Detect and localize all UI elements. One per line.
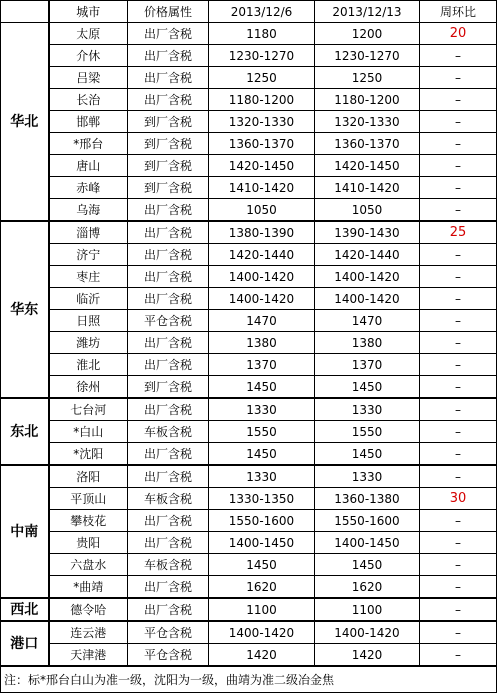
table-row (1, 510, 497, 532)
price-date-2-cell: 1360-1380 (315, 488, 420, 510)
price-date-2-cell: 1050 (315, 199, 420, 222)
price-date-2-cell: 1550 (315, 421, 420, 443)
price-date-2-cell: 1180-1200 (315, 89, 420, 111)
price-attribute-cell: 到厂含税 (128, 133, 209, 155)
header-price-attribute: 价格属性 (128, 1, 209, 23)
weekly-change-cell: – (420, 310, 497, 332)
table-note: 注：标*邢台白山为准一级，沈阳为一级，曲靖为准二级冶金焦 (1, 666, 497, 693)
weekly-change-cell: – (420, 111, 497, 133)
price-date-1-cell: 1400-1420 (209, 266, 315, 288)
table-row (1, 398, 497, 421)
table-row (1, 310, 497, 332)
header-weekly-change: 周环比 (420, 1, 497, 23)
price-date-1-cell: 1330 (209, 465, 315, 488)
table-row (1, 576, 497, 599)
price-attribute-cell: 车板含税 (128, 554, 209, 576)
price-attribute-cell: 出厂含税 (128, 465, 209, 488)
price-attribute-cell: 出厂含税 (128, 288, 209, 310)
price-date-2-cell: 1450 (315, 376, 420, 399)
city-cell: *沈阳 (49, 443, 128, 466)
price-attribute-cell: 出厂含税 (128, 398, 209, 421)
table-row (1, 244, 497, 266)
price-date-2-cell: 1420-1450 (315, 155, 420, 177)
price-attribute-cell: 出厂含税 (128, 23, 209, 45)
weekly-change-cell: – (420, 199, 497, 222)
weekly-change-cell: – (420, 532, 497, 554)
price-date-2-cell: 1230-1270 (315, 45, 420, 67)
price-date-2-cell: 1400-1450 (315, 532, 420, 554)
price-date-2-cell: 1550-1600 (315, 510, 420, 532)
price-date-1-cell: 1050 (209, 199, 315, 222)
price-date-1-cell: 1550-1600 (209, 510, 315, 532)
table-row (1, 554, 497, 576)
city-cell: 济宁 (49, 244, 128, 266)
city-cell: 六盘水 (49, 554, 128, 576)
price-attribute-cell: 出厂含税 (128, 45, 209, 67)
price-date-1-cell: 1180-1200 (209, 89, 315, 111)
price-date-1-cell: 1450 (209, 554, 315, 576)
city-cell: *邢台 (49, 133, 128, 155)
price-date-2-cell: 1320-1330 (315, 111, 420, 133)
price-date-2-cell: 1420 (315, 644, 420, 667)
price-date-2-cell: 1420-1440 (315, 244, 420, 266)
price-attribute-cell: 到厂含税 (128, 111, 209, 133)
price-attribute-cell: 出厂含税 (128, 354, 209, 376)
weekly-change-cell: – (420, 465, 497, 488)
price-attribute-cell: 出厂含税 (128, 199, 209, 222)
city-cell: 天津港 (49, 644, 128, 667)
price-date-1-cell: 1360-1370 (209, 133, 315, 155)
table-row (1, 89, 497, 111)
table-row (1, 199, 497, 222)
city-cell: 连云港 (49, 621, 128, 644)
price-attribute-cell: 平仓含税 (128, 310, 209, 332)
table-row (1, 621, 497, 644)
price-date-1-cell: 1100 (209, 598, 315, 621)
price-date-2-cell: 1620 (315, 576, 420, 599)
weekly-change-cell: – (420, 443, 497, 466)
price-date-2-cell: 1410-1420 (315, 177, 420, 199)
weekly-change-cell: 20 (420, 23, 497, 45)
city-cell: 德令哈 (49, 598, 128, 621)
price-date-1-cell: 1320-1330 (209, 111, 315, 133)
table-row (1, 221, 497, 244)
city-cell: 平顶山 (49, 488, 128, 510)
table-row (1, 644, 497, 667)
price-attribute-cell: 出厂含税 (128, 221, 209, 244)
table-row (1, 332, 497, 354)
weekly-change-cell: – (420, 244, 497, 266)
city-cell: 太原 (49, 23, 128, 45)
region-label: 西北 (1, 598, 49, 621)
table-row (1, 465, 497, 488)
price-date-1-cell: 1250 (209, 67, 315, 89)
city-cell: 乌海 (49, 199, 128, 222)
price-date-2-cell: 1400-1420 (315, 266, 420, 288)
price-attribute-cell: 出厂含税 (128, 67, 209, 89)
price-attribute-cell: 出厂含税 (128, 89, 209, 111)
weekly-change-cell: – (420, 266, 497, 288)
price-date-2-cell: 1100 (315, 598, 420, 621)
weekly-change-cell: – (420, 510, 497, 532)
price-attribute-cell: 出厂含税 (128, 510, 209, 532)
table-row (1, 23, 497, 45)
price-attribute-cell: 平仓含税 (128, 621, 209, 644)
region-label: 华东 (1, 221, 49, 398)
weekly-change-cell: – (420, 133, 497, 155)
city-cell: 介休 (49, 45, 128, 67)
city-cell: 长治 (49, 89, 128, 111)
weekly-change-cell: – (420, 621, 497, 644)
header-date-1: 2013/12/6 (209, 1, 315, 23)
city-cell: *白山 (49, 421, 128, 443)
price-date-1-cell: 1400-1420 (209, 288, 315, 310)
weekly-change-cell: – (420, 45, 497, 67)
city-cell: 淮北 (49, 354, 128, 376)
price-date-1-cell: 1450 (209, 443, 315, 466)
price-attribute-cell: 出厂含税 (128, 266, 209, 288)
price-attribute-cell: 到厂含税 (128, 376, 209, 399)
price-attribute-cell: 出厂含税 (128, 598, 209, 621)
city-cell: 淄博 (49, 221, 128, 244)
table-row (1, 376, 497, 399)
price-date-1-cell: 1380 (209, 332, 315, 354)
price-attribute-cell: 出厂含税 (128, 332, 209, 354)
weekly-change-cell: – (420, 554, 497, 576)
price-attribute-cell: 出厂含税 (128, 576, 209, 599)
price-date-1-cell: 1330-1350 (209, 488, 315, 510)
price-date-1-cell: 1330 (209, 398, 315, 421)
price-date-2-cell: 1330 (315, 465, 420, 488)
city-cell: 邯郸 (49, 111, 128, 133)
table-row (1, 67, 497, 89)
table-body (1, 23, 497, 667)
table-row (1, 133, 497, 155)
price-attribute-cell: 到厂含税 (128, 177, 209, 199)
price-date-1-cell: 1420 (209, 644, 315, 667)
table-row (1, 443, 497, 466)
city-cell: 临沂 (49, 288, 128, 310)
weekly-change-cell: – (420, 421, 497, 443)
weekly-change-cell: 30 (420, 488, 497, 510)
weekly-change-cell: – (420, 332, 497, 354)
price-attribute-cell: 到厂含税 (128, 155, 209, 177)
city-cell: 攀枝花 (49, 510, 128, 532)
header-region (1, 1, 49, 23)
price-date-1-cell: 1400-1420 (209, 621, 315, 644)
table-row (1, 266, 497, 288)
header-city: 城市 (49, 1, 128, 23)
note-row (1, 666, 497, 693)
table-row (1, 288, 497, 310)
table-row (1, 155, 497, 177)
weekly-change-cell: – (420, 288, 497, 310)
city-cell: 七台河 (49, 398, 128, 421)
table-row (1, 354, 497, 376)
price-date-2-cell: 1390-1430 (315, 221, 420, 244)
city-cell: 唐山 (49, 155, 128, 177)
city-cell: 潍坊 (49, 332, 128, 354)
region-label: 中南 (1, 465, 49, 598)
price-date-2-cell: 1400-1420 (315, 621, 420, 644)
price-date-1-cell: 1230-1270 (209, 45, 315, 67)
city-cell: 徐州 (49, 376, 128, 399)
price-attribute-cell: 车板含税 (128, 488, 209, 510)
weekly-change-cell: 25 (420, 221, 497, 244)
table-header-row (1, 1, 497, 23)
price-attribute-cell: 车板含税 (128, 421, 209, 443)
city-cell: 日照 (49, 310, 128, 332)
price-date-2-cell: 1450 (315, 443, 420, 466)
table-row (1, 532, 497, 554)
weekly-change-cell: – (420, 177, 497, 199)
weekly-change-cell: – (420, 598, 497, 621)
price-date-2-cell: 1200 (315, 23, 420, 45)
price-date-1-cell: 1410-1420 (209, 177, 315, 199)
price-date-1-cell: 1620 (209, 576, 315, 599)
table-row (1, 45, 497, 67)
table-row (1, 421, 497, 443)
table-row (1, 488, 497, 510)
region-label: 港口 (1, 621, 49, 666)
weekly-change-cell: – (420, 398, 497, 421)
price-date-2-cell: 1400-1420 (315, 288, 420, 310)
price-date-2-cell: 1470 (315, 310, 420, 332)
price-date-1-cell: 1470 (209, 310, 315, 332)
price-attribute-cell: 出厂含税 (128, 244, 209, 266)
city-cell: 吕梁 (49, 67, 128, 89)
price-date-1-cell: 1370 (209, 354, 315, 376)
price-attribute-cell: 平仓含税 (128, 644, 209, 667)
city-cell: 赤峰 (49, 177, 128, 199)
city-cell: 贵阳 (49, 532, 128, 554)
price-date-1-cell: 1400-1450 (209, 532, 315, 554)
price-date-1-cell: 1380-1390 (209, 221, 315, 244)
weekly-change-cell: – (420, 376, 497, 399)
price-date-1-cell: 1420-1450 (209, 155, 315, 177)
weekly-change-cell: – (420, 155, 497, 177)
price-date-1-cell: 1420-1440 (209, 244, 315, 266)
price-date-1-cell: 1180 (209, 23, 315, 45)
city-cell: 洛阳 (49, 465, 128, 488)
region-label: 华北 (1, 23, 49, 222)
price-attribute-cell: 出厂含税 (128, 443, 209, 466)
weekly-change-cell: – (420, 576, 497, 599)
price-date-2-cell: 1330 (315, 398, 420, 421)
table-row (1, 177, 497, 199)
price-date-2-cell: 1380 (315, 332, 420, 354)
price-date-2-cell: 1450 (315, 554, 420, 576)
weekly-change-cell: – (420, 89, 497, 111)
city-cell: 枣庄 (49, 266, 128, 288)
weekly-change-cell: – (420, 67, 497, 89)
table-row (1, 111, 497, 133)
table-row (1, 598, 497, 621)
price-attribute-cell: 出厂含税 (128, 532, 209, 554)
weekly-change-cell: – (420, 354, 497, 376)
price-date-2-cell: 1370 (315, 354, 420, 376)
region-label: 东北 (1, 398, 49, 465)
price-date-1-cell: 1550 (209, 421, 315, 443)
price-date-2-cell: 1250 (315, 67, 420, 89)
header-date-2: 2013/12/13 (315, 1, 420, 23)
city-cell: *曲靖 (49, 576, 128, 599)
price-date-1-cell: 1450 (209, 376, 315, 399)
price-date-2-cell: 1360-1370 (315, 133, 420, 155)
weekly-change-cell: – (420, 644, 497, 667)
